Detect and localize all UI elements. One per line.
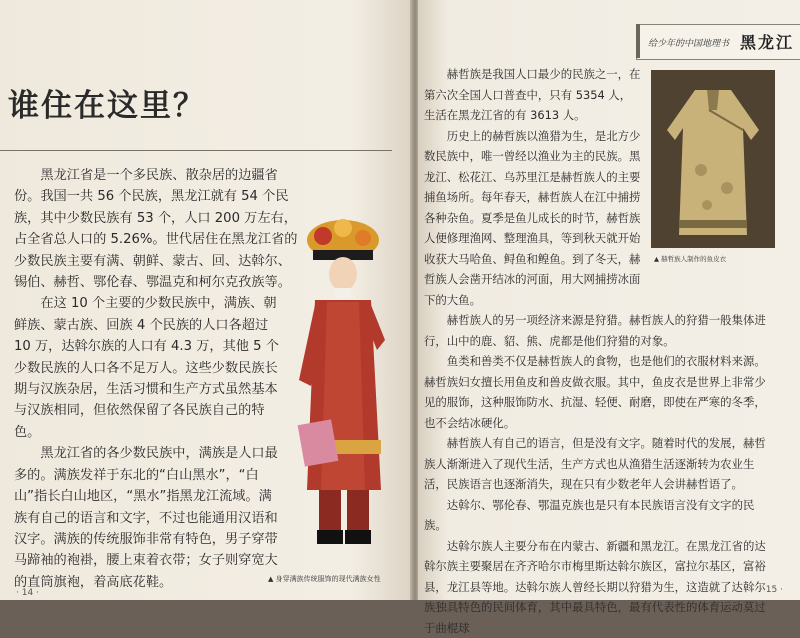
chapter-title: 黑龙江 bbox=[740, 30, 794, 53]
right-paragraph: 赫哲族人的另一项经济来源是狩猎。赫哲族人的狩猎一般集体进行，山中的鹿、貂、熊、虎都是他们狩猎的对象。 bbox=[424, 310, 774, 351]
fish-skin-robe-photo bbox=[651, 70, 775, 248]
right-paragraph: 历史上的赫哲族以渔猎为生，是北方少数民族中，唯一曾经以渔业为主的民族。黑龙江、松花江、乌苏里江是赫哲族人的主要捕鱼场所。每年春天，赫哲族人在江中捕捞各种杂鱼。夏季是鱼儿成长的时节，赫哲族人便修理渔网、整理渔具，等到秋天就开始收获大马哈鱼、鲟鱼和鳇鱼。到了冬天，赫哲族人会凿开结冰的河面，用大网捕捞冰面下的大鱼。 bbox=[424, 126, 642, 311]
photo-caption: ▲ 身穿满族传统服饰的现代满族女性 bbox=[268, 574, 381, 584]
right-paragraph: 达斡尔、鄂伦春、鄂温克族也是只有本民族语言没有文字的民族。 bbox=[424, 495, 774, 536]
left-paragraph: 在这 10 个主要的少数民族中，满族、朝鲜族、蒙古族、回族 4 个民族的人口各超过 10 万，达斡尔族的人口有 4.3 万，其他 5 个少数民族的人口各不足万人。这些少数民族长期与汉族杂居，生活习惯和生产方式虽然基本与汉族相同，但依然保留了各民族自己的特色。 bbox=[14, 293, 284, 443]
page-number: · 15 · bbox=[760, 585, 783, 595]
series-title: 给少年的中国地理书 bbox=[648, 36, 729, 49]
right-paragraph: 赫哲族是我国人口最少的民族之一，在第六次全国人口普查中，只有 5354 人，生活在黑龙江省的有 3613 人。 bbox=[424, 64, 642, 126]
title-divider bbox=[0, 150, 392, 151]
right-paragraph: 鱼类和兽类不仅是赫哲族人的食物，也是他们的衣服材料来源。赫哲族妇女擅长用鱼皮和兽皮做衣服。其中，鱼皮衣是世界上非常少见的服饰，这种服饰防水、抗湿、轻便、耐磨，即使在严寒的冬季，也不会结冰硬化。 bbox=[424, 351, 774, 433]
manchu-woman-photo bbox=[285, 210, 405, 570]
left-body-text bbox=[14, 165, 284, 593]
page-title: 谁住在这里？ bbox=[8, 80, 206, 125]
photo-caption: ▲ 赫哲族人制作的鱼皮衣 bbox=[654, 254, 726, 263]
left-paragraph: 黑龙江省是一个多民族、散杂居的边疆省份。我国一共 56 个民族，黑龙江就有 54 个民族，其中少数民族有 53 个，人口 200 万左右，占全省总人口的 5.26%。世代居住在黑龙江省的少数民族主要有满、朝鲜、蒙古、回、达斡尔、锡伯、赫哲、鄂伦春、鄂温克和柯尔克孜族等。 bbox=[14, 165, 299, 293]
left-paragraph: 黑龙江省的各少数民族中，满族是人口最多的。满族发祥于东北的“白山黑水”，“白山”指长白山地区，“黑水”指黑龙江流域。满族有自己的语言和文字，不过也能通用汉语和汉字。满族的传统服饰非常有特色，男子穿带马蹄袖的袍褂，腰上束着衣带；女子则穿宽大的直筒旗袍，着高底花鞋。 bbox=[14, 443, 284, 593]
header-accent-bar bbox=[636, 24, 640, 58]
right-paragraph: 达斡尔族人主要分布在内蒙古、新疆和黑龙江。在黑龙江省的达斡尔族主要聚居在齐齐哈尔市梅里斯达斡尔族区，富拉尔基区，富裕县，龙江县等地。达斡尔族人曾经长期以狩猎为生，这造就了达斡尔族独具特色的民间体育，其中最具特色，最有代表性的体育运动莫过于曲棍球 bbox=[424, 536, 774, 638]
page-number: · 14 · bbox=[16, 588, 39, 598]
right-paragraph: 赫哲族人有自己的语言，但是没有文字。随着时代的发展，赫哲族人渐渐进入了现代生活，生产方式也从渔猎生活逐渐转为农业生活，民族语言也逐渐消失，现在只有少数老年人会讲赫哲语了。 bbox=[424, 433, 774, 495]
